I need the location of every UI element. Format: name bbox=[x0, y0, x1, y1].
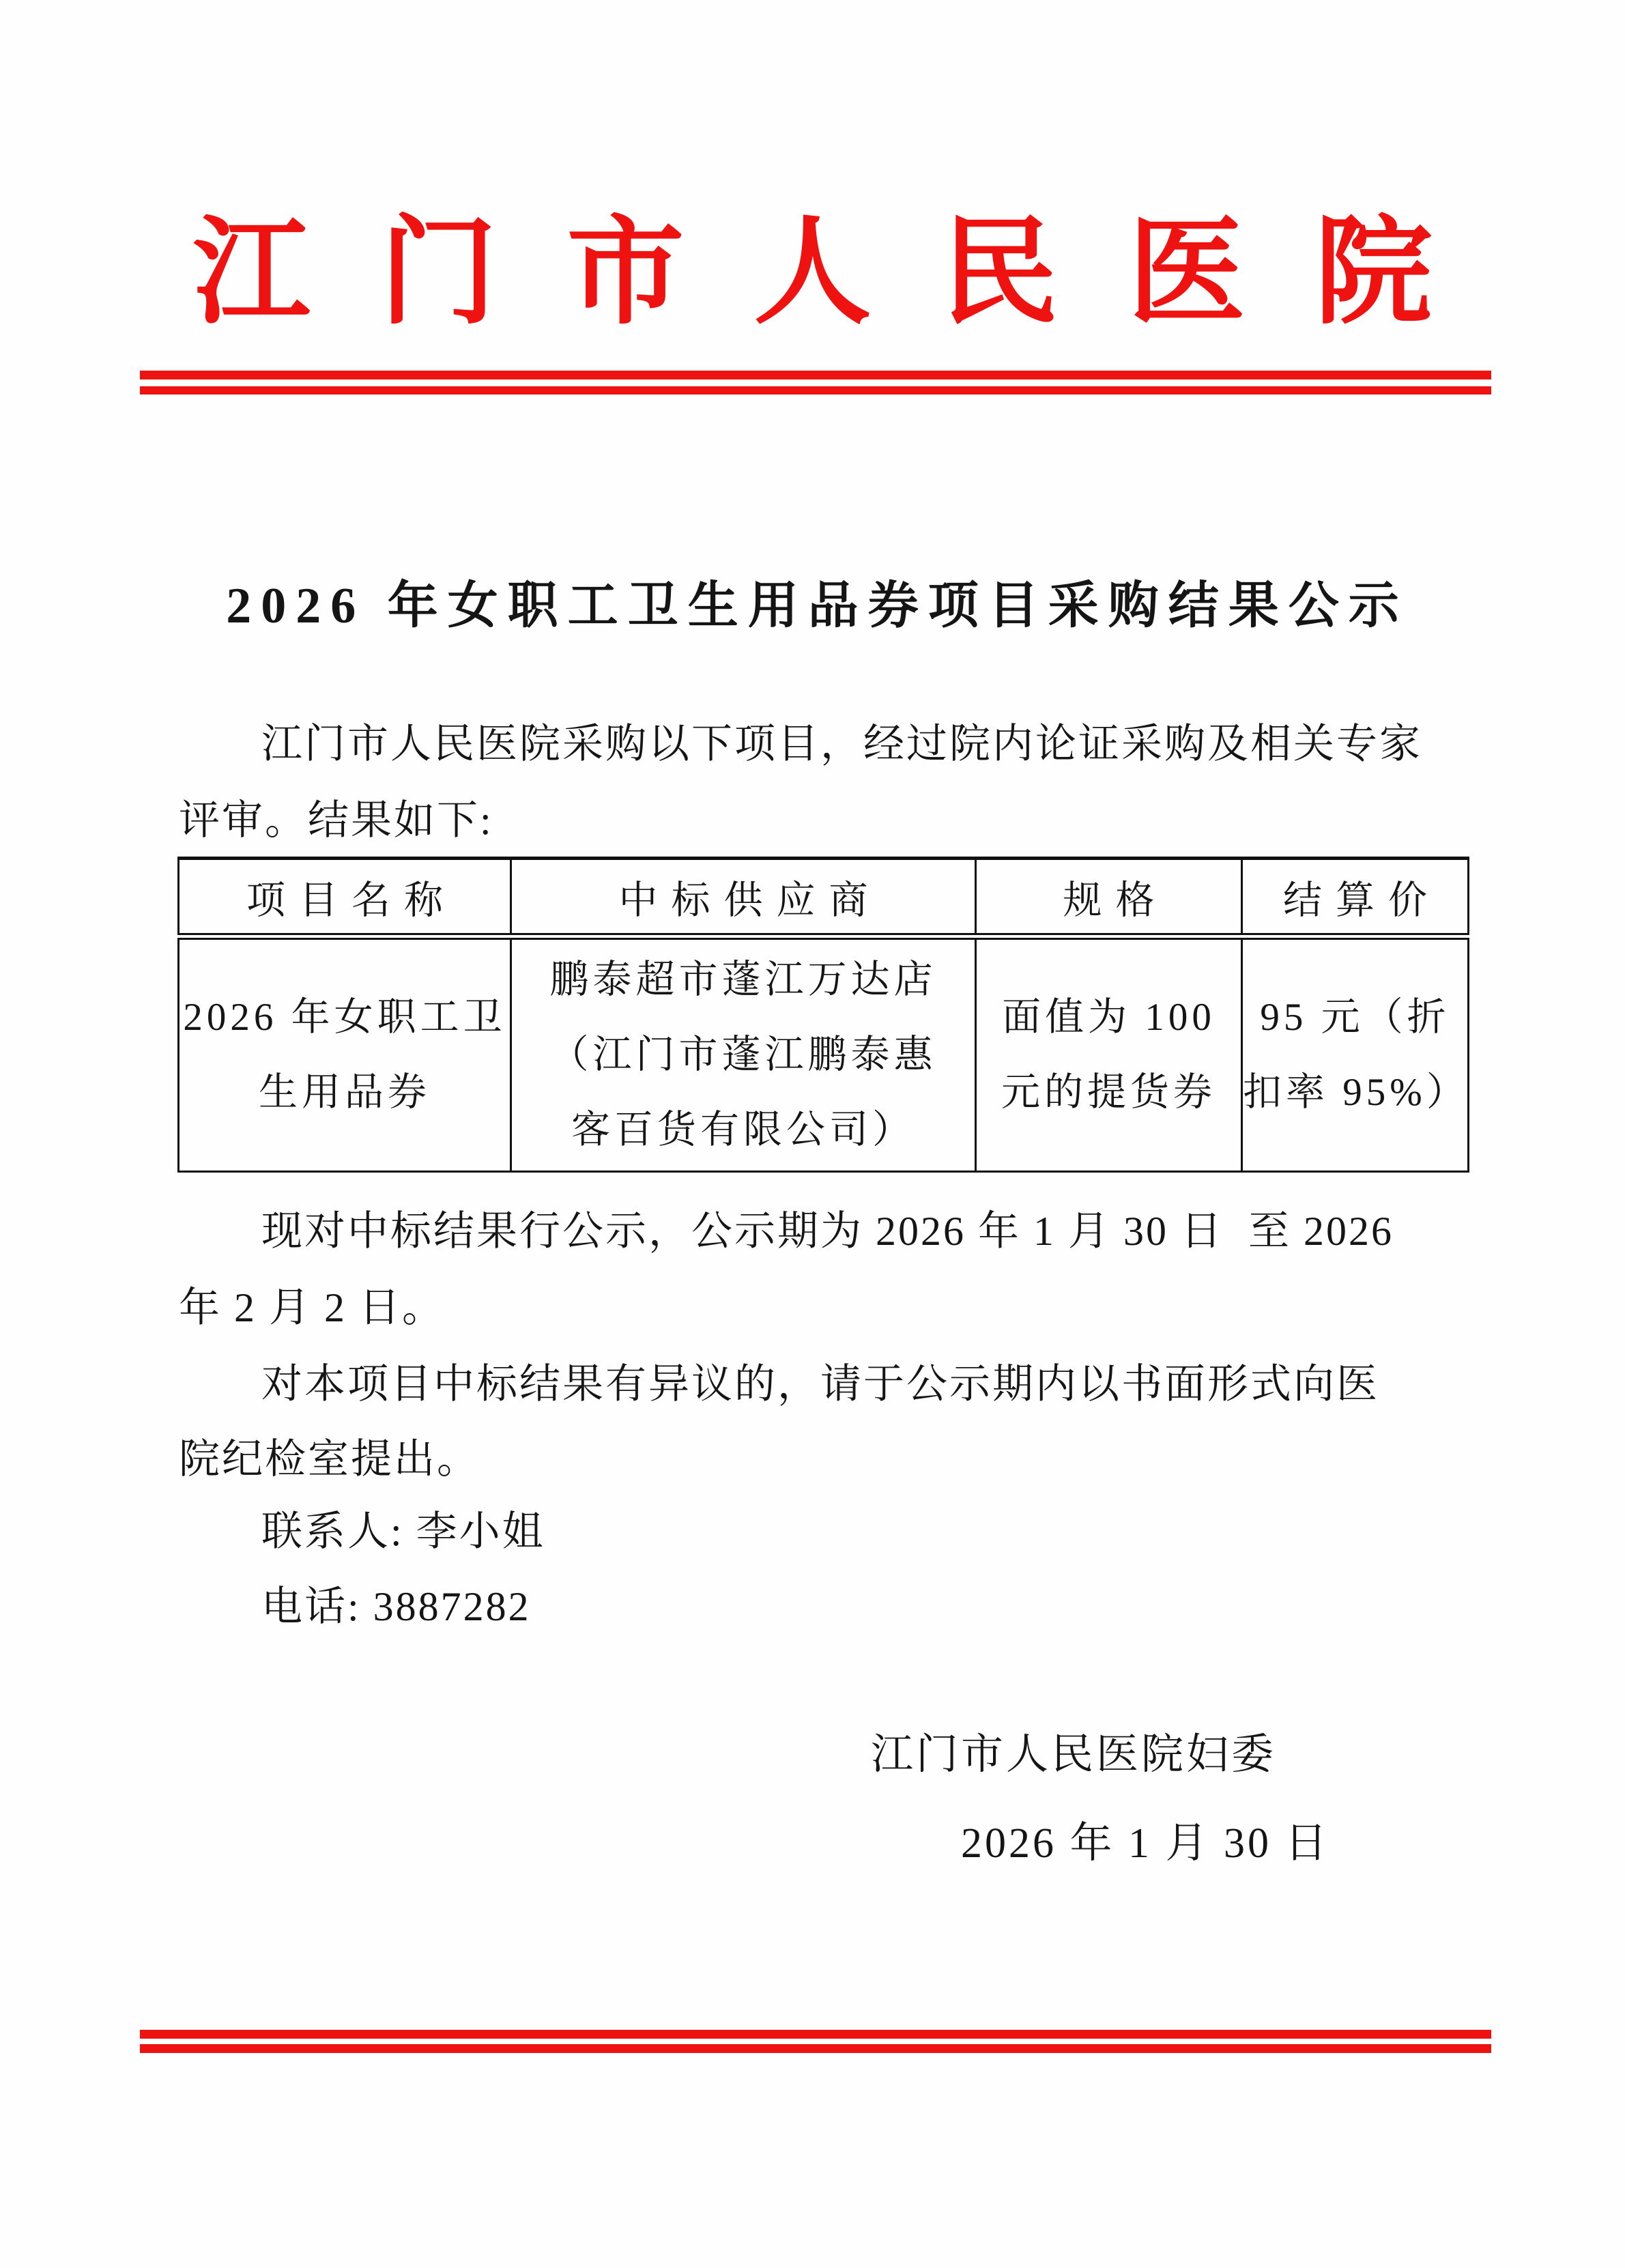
cell-project-name bbox=[179, 936, 511, 1171]
cell-line: 客百货有限公司） bbox=[571, 1108, 915, 1151]
column-header-spec: 规格 bbox=[976, 859, 1242, 937]
footer-divider-line-1 bbox=[140, 2030, 1491, 2039]
column-header-project-name: 项目名称 bbox=[179, 859, 511, 937]
table-row bbox=[179, 936, 1469, 1171]
cell-supplier bbox=[511, 936, 976, 1171]
procurement-results-table bbox=[177, 857, 1469, 1173]
notice-period-line-2: 年 2 月 2 日。 bbox=[179, 1285, 445, 1330]
cell-price bbox=[1242, 936, 1469, 1171]
objection-line-1: 对本项目中标结果有异议的，请于公示期内以书面形式向医 bbox=[261, 1362, 1379, 1407]
cell-line: 2026 年女职工卫 bbox=[183, 995, 506, 1039]
cell-line: 面值为 100 bbox=[1002, 995, 1216, 1039]
cell-line: 元的提货券 bbox=[1001, 1070, 1216, 1114]
cell-line: 鹏泰超市蓬江万达店 bbox=[549, 958, 937, 1001]
notice-period-line-1: 现对中标结果行公示，公示期为 2026 年 1 月 30 日 至 2026 bbox=[261, 1209, 1394, 1254]
contact-phone-line: 电话: 3887282 bbox=[261, 1584, 531, 1629]
letterhead-divider-line-2 bbox=[140, 386, 1491, 394]
intro-line-2: 评审。结果如下: bbox=[179, 798, 493, 843]
document-title: 2026 年女职工卫生用品券项目采购结果公示 bbox=[226, 578, 1409, 634]
column-header-supplier: 中标供应商 bbox=[511, 859, 976, 937]
footer-divider-line-2 bbox=[140, 2044, 1491, 2053]
intro-line-1: 江门市人民医院采购以下项目，经过院内论证采购及相关专家 bbox=[261, 721, 1422, 766]
cell-line: 95 元（折 bbox=[1260, 995, 1450, 1039]
contact-person-line: 联系人: 李小姐 bbox=[261, 1509, 545, 1554]
column-header-price: 结算价 bbox=[1242, 859, 1469, 937]
cell-line: 扣率 95%） bbox=[1243, 1070, 1469, 1114]
table-header-row bbox=[179, 859, 1469, 937]
signature-organization: 江门市人民医院妇委 bbox=[871, 1732, 1277, 1778]
hospital-letterhead-title: 江门市人民医院 bbox=[192, 209, 1502, 339]
signature-date: 2026 年 1 月 30 日 bbox=[961, 1820, 1330, 1867]
cell-line: 生用品券 bbox=[259, 1070, 431, 1114]
cell-spec bbox=[976, 936, 1242, 1171]
cell-line: （江门市蓬江鹏泰惠 bbox=[549, 1033, 937, 1076]
objection-line-2: 院纪检室提出。 bbox=[179, 1437, 480, 1482]
letterhead-divider-line-1 bbox=[140, 371, 1491, 379]
